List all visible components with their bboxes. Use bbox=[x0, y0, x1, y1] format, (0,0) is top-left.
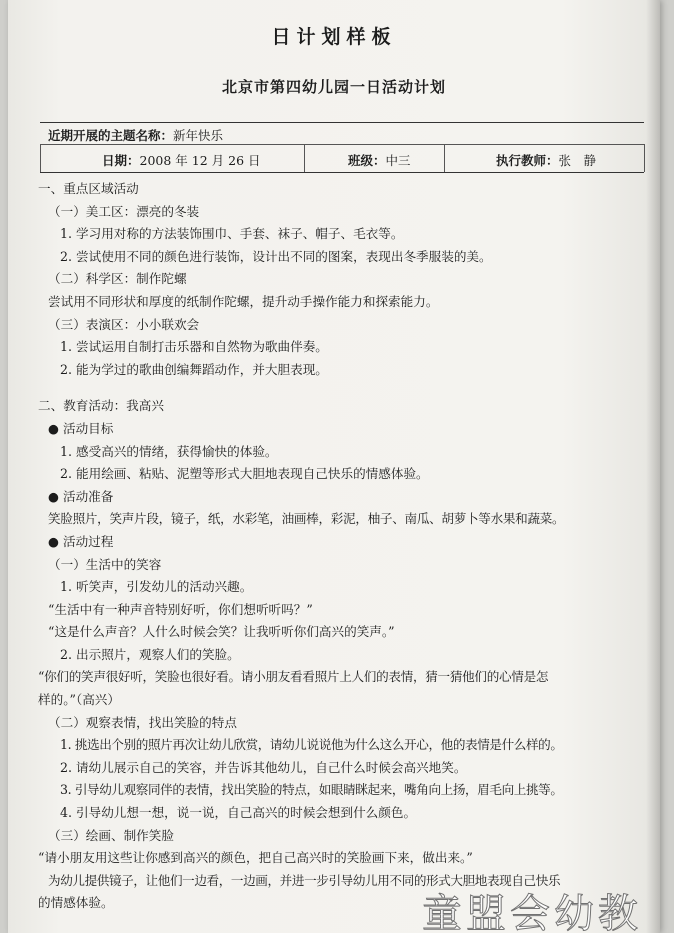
section-heading: 一、重点区域活动 bbox=[38, 181, 139, 196]
table-bottom-rule bbox=[40, 172, 644, 173]
bullet-heading: ● 活动准备 bbox=[48, 488, 114, 504]
section-gap bbox=[38, 381, 648, 395]
bullet-heading: ● 活动目标 bbox=[48, 420, 114, 436]
subsection-heading: （一）美工区：漂亮的冬装 bbox=[48, 203, 200, 219]
table-divider-2 bbox=[444, 144, 445, 172]
text-line: 2. 尝试使用不同的颜色进行装饰，设计出不同的图案，表现出冬季服装的美。 bbox=[60, 248, 492, 264]
text-line: 为幼儿提供镜子，让他们一边看，一边画，并进一步引导幼儿用不同的形式大胆地表现自己快乐 bbox=[48, 872, 561, 888]
teacher-cell bbox=[496, 151, 596, 169]
subsection-heading: （二）观察表情，找出笑脸的特点 bbox=[48, 714, 237, 730]
date-value: 2008 年 12 月 26 日 bbox=[139, 153, 261, 168]
theme-label: 近期开展的主题名称： bbox=[48, 128, 174, 143]
text-line: 3. 引导幼儿观察同伴的表情，找出笑脸的特点，如眼睛眯起来，嘴角向上扬，眉毛向上挑等。 bbox=[60, 782, 563, 798]
info-row bbox=[40, 144, 644, 172]
text-line: 2. 能用绘画、粘贴、泥塑等形式大胆地表现自己快乐的情感体验。 bbox=[60, 466, 429, 482]
subsection-heading: （二）科学区：制作陀螺 bbox=[48, 271, 187, 287]
watermark-text: 童盟会幼教 bbox=[422, 891, 642, 933]
text-line: 1. 感受高兴的情绪，获得愉快的体验。 bbox=[60, 443, 278, 459]
class-value: 中三 bbox=[385, 153, 411, 168]
bullet-heading: ● 活动过程 bbox=[48, 533, 114, 549]
subsection-heading: （三）绘画、制作笑脸 bbox=[48, 827, 174, 843]
section-heading: 二、教育活动：我高兴 bbox=[38, 398, 164, 414]
page-title: 日计划样板 bbox=[271, 26, 397, 48]
text-line: 1. 尝试运用自制打击乐器和自然物为歌曲伴奏。 bbox=[60, 339, 328, 355]
subsection-heading: （三）表演区：小小联欢会 bbox=[48, 316, 200, 332]
text-line: 1. 学习用对称的方法装饰围巾、手套、袜子、帽子、毛衣等。 bbox=[60, 226, 404, 242]
table-left-border bbox=[40, 144, 41, 172]
quote-line: 样的。”（高兴） bbox=[38, 692, 120, 708]
date-cell bbox=[102, 151, 261, 169]
quote-line: “你们的笑声很好听，笑脸也很好看。请小朋友看看照片上人们的表情，猜一猜他们的心情是怎 bbox=[38, 669, 549, 685]
teacher-value: 张 静 bbox=[558, 153, 597, 168]
class-label: 班级： bbox=[348, 153, 386, 168]
date-label: 日期： bbox=[102, 153, 140, 168]
text-line: 的情感体验。 bbox=[38, 895, 114, 911]
table-top-rule bbox=[40, 122, 644, 123]
quote-line: “生活中有一种声音特别好听，你们想听听吗？” bbox=[48, 601, 313, 617]
text-line: 1. 挑选出个别的照片再次让幼儿欣赏，请幼儿说说他为什么这么开心，他的表情是什么样的。 bbox=[60, 737, 563, 753]
quote-line: “请小朋友用这些让你感到高兴的颜色，把自己高兴时的笑脸画下来，做出来。” bbox=[38, 850, 473, 866]
text-line: 2. 能为学过的歌曲创编舞蹈动作，并大胆表现。 bbox=[60, 361, 328, 377]
table-divider-1 bbox=[304, 144, 305, 172]
theme-row bbox=[48, 126, 223, 144]
text-line: 2. 请幼儿展示自己的笑容，并告诉其他幼儿，自己什么时候会高兴地笑。 bbox=[60, 759, 467, 775]
page-spine-shadow bbox=[646, 0, 660, 933]
text-line: 1. 听笑声，引发幼儿的活动兴趣。 bbox=[60, 579, 253, 595]
document-page bbox=[8, 0, 660, 933]
teacher-label: 执行教师： bbox=[496, 153, 559, 168]
plan-body bbox=[38, 178, 648, 915]
text-line: 2. 出示照片，观察人们的笑脸。 bbox=[60, 646, 240, 662]
class-cell bbox=[348, 151, 411, 169]
plan-title: 北京市第四幼儿园一日活动计划 bbox=[221, 78, 446, 96]
text-line: 尝试用不同形状和厚度的纸制作陀螺，提升动手操作能力和探索能力。 bbox=[48, 293, 439, 309]
table-right-border bbox=[644, 144, 645, 172]
subsection-heading: （一）生活中的笑容 bbox=[48, 556, 162, 572]
text-line: 笑脸照片，笑声片段，镜子，纸，水彩笔，油画棒，彩泥，柚子、南瓜、胡萝卜等水果和蔬菜。 bbox=[48, 511, 565, 527]
text-line: 4. 引导幼儿想一想，说一说，自己高兴的时候会想到什么颜色。 bbox=[60, 805, 417, 821]
theme-value: 新年快乐 bbox=[173, 128, 224, 143]
quote-line: “这是什么声音？人什么时候会笑？让我听听你们高兴的笑声。” bbox=[48, 624, 395, 640]
